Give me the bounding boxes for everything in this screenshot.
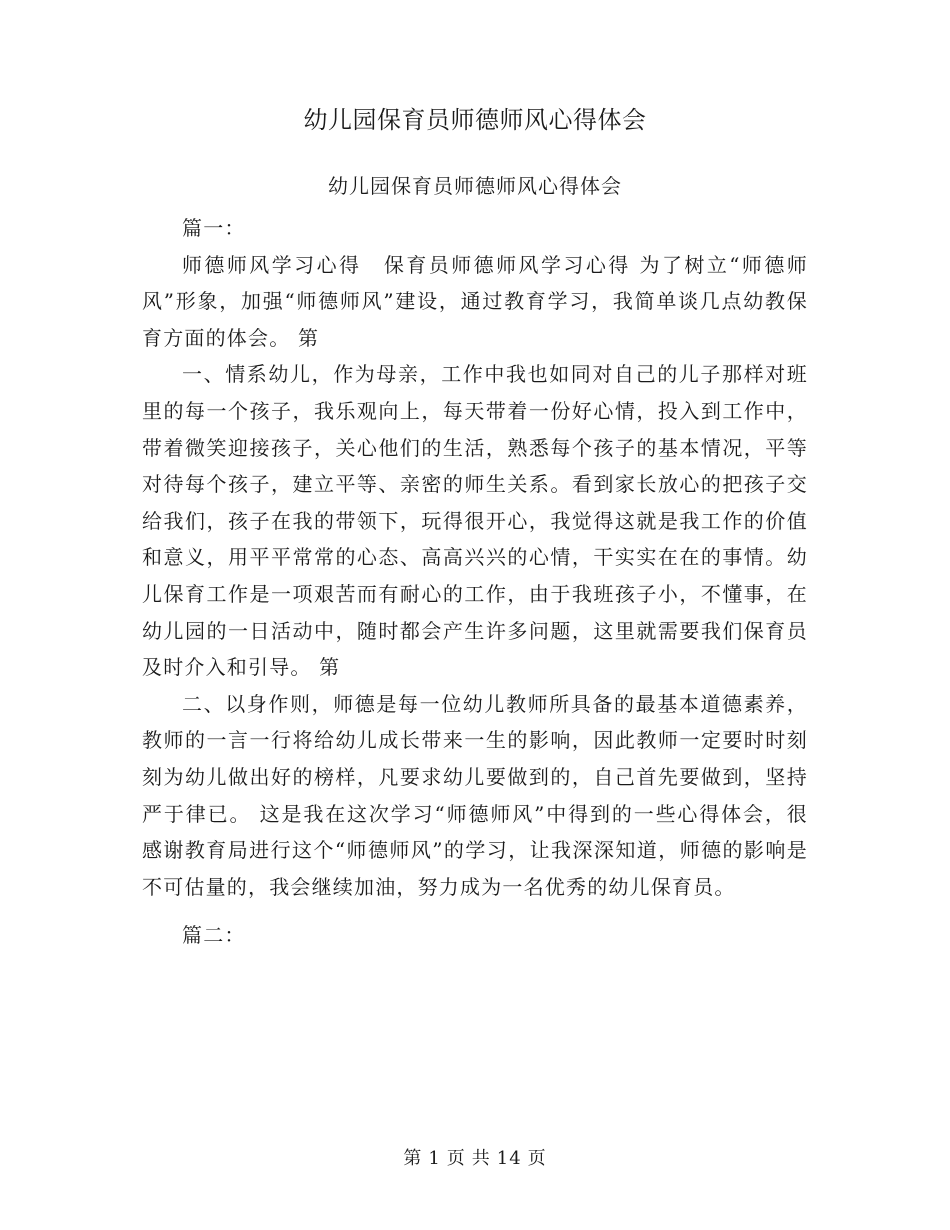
footer-page-unit: 页 [446,1148,466,1169]
section-label-1: 篇一： [182,216,246,240]
footer-page-word: 第 [403,1148,423,1169]
footer-total-unit: 页 [527,1148,547,1169]
paragraph-intro: 师德师风学习心得 保育员师德师风学习心得 为了树立“师德师风”形象，加强“师德师风”建设，通过教育学习，我简单谈几点幼教保育方面的体会。 第 [142,252,808,350]
footer-page-number: 1 [428,1148,441,1169]
paragraph-point-2: 二、以身作则，师德是每一位幼儿教师所具备的最基本道德素养，教师的一言一行将给幼儿成长带来一生的影响，因此教师一定要时时刻刻为幼儿做出好的榜样，凡要求幼儿要做到的，自己首先要做到，坚持严于律已。 这是我在这次学习“师德师风”中得到的一些心得体会，很感谢教育局进行这个“师德师风”的学习，让我深深知道，师德的影响是不可估量的，我会继续加油，努力成为一名优秀的幼儿保育员。 [142,691,808,899]
page-footer [0,1144,950,1174]
section-gap [142,905,808,917]
footer-total-pages: 14 [496,1148,522,1169]
section-label-2: 篇二： [182,923,246,948]
document-title: 幼儿园保育员师德师风心得体会 [303,106,647,134]
footer-total-word: 共 [471,1148,491,1169]
paragraph-point-1: 一、情系幼儿，作为母亲，工作中我也如同对自己的儿子那样对班里的每一个孩子，我乐观向上，每天带着一份好心情，投入到工作中，带着微笑迎接孩子，关心他们的生活，熟悉每个孩子的基本情况，平等对待每个孩子，建立平等、亲密的师生关系。看到家长放心的把孩子交给我们，孩子在我的带领下，玩得很开心，我觉得这就是我工作的价值和意义，用平平常常的心态、高高兴兴的心情，干实实在在的事情。幼儿保育工作是一项艰苦而有耐心的工作，由于我班孩子小，不懂事，在幼儿园的一日活动中，随时都会产生许多问题，这里就需要我们保育员及时介入和引导。 第 [142,362,808,680]
document-body [142,210,808,954]
document-subtitle: 幼儿园保育员师德师风心得体会 [328,174,622,198]
